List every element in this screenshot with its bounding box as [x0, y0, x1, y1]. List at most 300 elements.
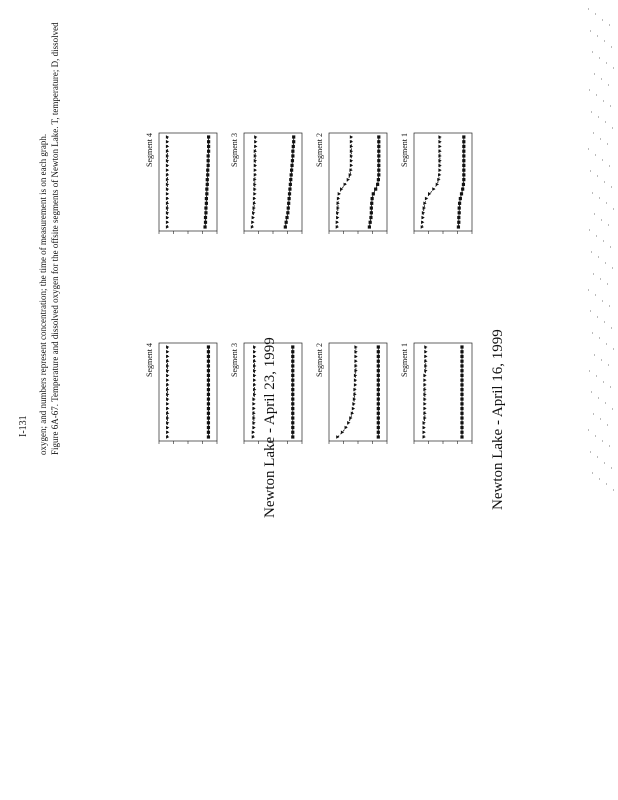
data-point-D [292, 135, 295, 138]
data-point-D [207, 350, 210, 353]
panel-label: Segment 2 [315, 343, 324, 377]
data-point-D [377, 140, 380, 143]
page-number: I-131 [18, 415, 29, 437]
scan-dot [593, 132, 594, 134]
data-point-D [288, 188, 291, 191]
data-point-D [457, 221, 460, 224]
data-point-D [459, 197, 462, 200]
data-point-D [377, 350, 380, 353]
scan-dot [597, 175, 598, 177]
data-point-D [207, 398, 210, 401]
data-point-D [288, 192, 291, 195]
series-line-T [337, 137, 351, 227]
data-point-D [290, 173, 293, 176]
data-point-D [207, 393, 210, 396]
scan-dot [588, 429, 589, 431]
panel-top-seg3 [230, 335, 312, 455]
scan-dot [592, 472, 593, 474]
panel-bottom-seg4 [145, 125, 227, 245]
scan-dot [610, 105, 611, 107]
scan-dot [596, 235, 597, 237]
scan-dot [592, 332, 593, 334]
scan-dot [596, 94, 597, 96]
scan-dot [604, 462, 605, 464]
scan-dot [588, 289, 589, 291]
data-point-D [207, 369, 210, 372]
scan-dot [589, 370, 590, 372]
scan-dot [591, 251, 592, 253]
scan-dot [603, 240, 604, 242]
data-point-D [291, 355, 294, 358]
chart-svg [145, 335, 227, 455]
data-point-D [377, 345, 380, 348]
scan-dot [594, 73, 595, 75]
data-point-D [368, 225, 371, 228]
scan-dot [598, 256, 599, 258]
data-point-D [207, 150, 210, 153]
data-point-D [377, 145, 380, 148]
scan-dot [607, 143, 608, 145]
scan-dot [602, 300, 603, 302]
data-point-D [291, 379, 294, 382]
data-point-D [204, 221, 207, 224]
scan-dot [594, 213, 595, 215]
panel-label: Segment 1 [400, 343, 409, 377]
scan-dot [600, 418, 601, 420]
data-point-T [347, 178, 350, 182]
data-point-D [462, 154, 465, 157]
scan-dot [601, 219, 602, 221]
scan-dot [601, 359, 602, 361]
data-point-D [291, 431, 294, 434]
data-point-D [377, 393, 380, 396]
data-point-D [287, 202, 290, 205]
scan-dot [611, 467, 612, 469]
chart-svg [230, 335, 312, 455]
data-point-D [207, 402, 210, 405]
data-point-D [291, 350, 294, 353]
scan-dot [598, 397, 599, 399]
data-point-D [204, 211, 207, 214]
data-point-D [460, 398, 463, 401]
data-point-D [292, 145, 295, 148]
scan-dot [592, 51, 593, 53]
scan-dot [607, 283, 608, 285]
data-point-D [205, 197, 208, 200]
data-point-D [206, 183, 209, 186]
data-point-D [460, 350, 463, 353]
data-point-D [377, 360, 380, 363]
data-point-D [285, 221, 288, 224]
data-point-D [204, 206, 207, 209]
scan-dot [588, 8, 589, 10]
data-point-D [460, 402, 463, 405]
data-point-D [457, 216, 460, 219]
data-point-D [291, 374, 294, 377]
scan-dot [609, 24, 610, 26]
data-point-D [207, 383, 210, 386]
scan-dot [601, 78, 602, 80]
chart-svg [400, 125, 482, 245]
scan-dot [591, 391, 592, 393]
data-point-D [460, 431, 463, 434]
data-point-D [458, 206, 461, 209]
data-point-D [291, 388, 294, 391]
data-point-D [460, 192, 463, 195]
scan-dot [590, 170, 591, 172]
panel-top-seg2 [315, 335, 397, 455]
scan-dot [588, 148, 589, 150]
series-line-T [422, 137, 440, 227]
data-point-D [462, 159, 465, 162]
scan-dot [610, 246, 611, 248]
data-point-D [460, 345, 463, 348]
scan-dot [607, 424, 608, 426]
title-bottom: Newton Lake - April 23, 1999 [262, 337, 278, 518]
scan-dot [589, 89, 590, 91]
data-point-D [207, 374, 210, 377]
data-point-T [350, 164, 353, 168]
scan-dot [602, 159, 603, 161]
data-point-D [287, 197, 290, 200]
scan-dot [605, 262, 606, 264]
data-point-D [206, 169, 209, 172]
data-point-D [291, 150, 294, 153]
scan-dot [613, 489, 614, 491]
scan-dot [599, 197, 600, 199]
data-point-D [458, 202, 461, 205]
data-point-D [460, 421, 463, 424]
scan-dot [608, 364, 609, 366]
scan-dot [602, 440, 603, 442]
data-point-D [377, 416, 380, 419]
data-point-T [423, 402, 426, 406]
data-point-D [369, 221, 372, 224]
data-point-T [421, 220, 424, 224]
data-point-D [377, 431, 380, 434]
scan-dot [603, 381, 604, 383]
panel-label: Segment 3 [230, 133, 239, 167]
scan-dot [606, 202, 607, 204]
scan-dot [611, 46, 612, 48]
data-point-D [369, 216, 372, 219]
data-point-T [425, 197, 428, 201]
data-point-D [287, 206, 290, 209]
panel-bottom-seg3 [230, 125, 312, 245]
scan-dot [612, 408, 613, 410]
chart-svg [230, 125, 312, 245]
data-point-D [286, 211, 289, 214]
data-point-D [207, 364, 210, 367]
data-point-D [291, 154, 294, 157]
scan-dot [600, 138, 601, 140]
data-point-D [458, 211, 461, 214]
scan-dot [604, 321, 605, 323]
scan-dot [608, 224, 609, 226]
panel-bottom-seg1 [400, 125, 482, 245]
scan-dot [597, 316, 598, 318]
scan-dot [599, 478, 600, 480]
data-point-D [291, 360, 294, 363]
scan-dot [611, 186, 612, 188]
data-point-D [377, 421, 380, 424]
scan-dot [606, 483, 607, 485]
data-point-D [462, 135, 465, 138]
data-point-D [377, 379, 380, 382]
data-point-D [377, 398, 380, 401]
data-point-D [206, 178, 209, 181]
data-point-T [350, 135, 353, 139]
scan-dot [610, 386, 611, 388]
scan-dot [591, 111, 592, 113]
scan-dot [592, 192, 593, 194]
data-point-D [291, 435, 294, 438]
data-point-T [253, 378, 256, 382]
data-point-D [460, 416, 463, 419]
data-point-D [292, 140, 295, 143]
scan-dot [595, 294, 596, 296]
data-point-D [290, 164, 293, 167]
data-point-D [377, 407, 380, 410]
scan-dot [613, 208, 614, 210]
scan-dot [608, 84, 609, 86]
data-point-D [371, 197, 374, 200]
scan-dot [599, 57, 600, 59]
data-point-D [457, 225, 460, 228]
scan-dot [609, 165, 610, 167]
scan-dot [595, 154, 596, 156]
data-point-D [374, 188, 377, 191]
data-point-D [460, 369, 463, 372]
data-point-D [207, 159, 210, 162]
data-point-D [377, 178, 380, 181]
data-point-D [291, 398, 294, 401]
data-point-T [432, 187, 435, 191]
scan-dot [590, 310, 591, 312]
data-point-D [207, 431, 210, 434]
data-point-D [460, 383, 463, 386]
data-point-D [377, 374, 380, 377]
data-point-D [462, 150, 465, 153]
data-point-T [423, 378, 426, 382]
data-point-T [438, 145, 441, 149]
data-point-D [291, 407, 294, 410]
data-point-D [207, 135, 210, 138]
scan-dot [612, 127, 613, 129]
data-point-D [377, 435, 380, 438]
scan-dot [590, 30, 591, 32]
scan-dot [606, 62, 607, 64]
data-point-D [460, 412, 463, 415]
scan-dot [612, 267, 613, 269]
panel-label: Segment 4 [145, 343, 154, 377]
data-point-D [291, 402, 294, 405]
data-point-D [205, 202, 208, 205]
data-point-D [370, 211, 373, 214]
data-point-T [166, 168, 169, 172]
data-point-D [376, 183, 379, 186]
data-point-D [377, 388, 380, 391]
data-point-D [462, 140, 465, 143]
data-point-D [462, 183, 465, 186]
data-point-D [207, 140, 210, 143]
panel-label: Segment 3 [230, 343, 239, 377]
scan-edge-marks [588, 0, 618, 800]
panel-top-seg4 [145, 335, 227, 455]
data-point-D [460, 407, 463, 410]
data-point-D [289, 183, 292, 186]
chart-svg [400, 335, 482, 455]
data-point-D [206, 173, 209, 176]
scan-dot [611, 327, 612, 329]
data-point-D [291, 393, 294, 396]
scan-dot [613, 67, 614, 69]
panel-label: Segment 2 [315, 133, 324, 167]
data-point-T [352, 407, 355, 411]
data-point-D [207, 412, 210, 415]
scan-dot [609, 445, 610, 447]
data-point-D [207, 164, 210, 167]
data-point-D [377, 154, 380, 157]
scan-dot [593, 413, 594, 415]
data-point-D [460, 379, 463, 382]
data-point-D [205, 192, 208, 195]
data-point-D [207, 345, 210, 348]
data-point-D [291, 426, 294, 429]
data-point-D [372, 192, 375, 195]
panel-label: Segment 1 [400, 133, 409, 167]
data-point-T [166, 378, 169, 382]
figure-caption-line1: Figure 6A-67. Temperature and dissolved oxygen for the offsite segments of Newton Lake. T, temperature; D, dissolved [50, 22, 60, 455]
data-point-D [285, 216, 288, 219]
data-point-D [207, 360, 210, 363]
chart-svg [145, 125, 227, 245]
data-point-D [205, 188, 208, 191]
data-point-D [207, 154, 210, 157]
scan-dot [606, 343, 607, 345]
scan-dot [595, 13, 596, 15]
scan-dot [613, 348, 614, 350]
data-point-D [291, 345, 294, 348]
scan-dot [593, 273, 594, 275]
data-point-D [207, 388, 210, 391]
data-point-T [252, 430, 255, 434]
chart-svg [315, 335, 397, 455]
data-point-D [207, 435, 210, 438]
data-point-D [377, 412, 380, 415]
scan-dot [602, 19, 603, 21]
data-point-D [377, 173, 380, 176]
scan-dot [590, 451, 591, 453]
data-point-T [345, 426, 348, 430]
data-point-T [347, 421, 350, 425]
data-point-D [207, 145, 210, 148]
data-point-D [207, 407, 210, 410]
scan-dot [604, 40, 605, 42]
scan-dot [597, 456, 598, 458]
data-point-D [462, 164, 465, 167]
data-point-D [377, 364, 380, 367]
scan-dot [604, 181, 605, 183]
data-point-D [377, 164, 380, 167]
data-point-D [462, 178, 465, 181]
data-point-T [336, 220, 339, 224]
data-point-D [291, 364, 294, 367]
data-point-T [166, 192, 169, 196]
scan-dot [599, 337, 600, 339]
data-point-D [203, 225, 206, 228]
data-point-D [291, 421, 294, 424]
scan-dot [595, 435, 596, 437]
data-point-D [207, 421, 210, 424]
data-point-D [460, 426, 463, 429]
scan-dot [603, 100, 604, 102]
data-point-T [251, 220, 254, 224]
data-point-D [291, 159, 294, 162]
data-point-D [207, 379, 210, 382]
data-point-D [460, 374, 463, 377]
data-point-D [460, 364, 463, 367]
data-point-D [460, 435, 463, 438]
panel-top-seg1 [400, 335, 482, 455]
data-point-D [370, 202, 373, 205]
data-point-D [461, 188, 464, 191]
data-point-D [377, 159, 380, 162]
data-point-T [166, 402, 169, 406]
data-point-T [252, 402, 255, 406]
data-point-D [377, 426, 380, 429]
scan-dot [589, 229, 590, 231]
data-point-D [377, 135, 380, 138]
data-point-D [377, 169, 380, 172]
data-point-T [436, 183, 439, 187]
data-point-D [207, 416, 210, 419]
scan-dot [594, 354, 595, 356]
data-point-D [377, 355, 380, 358]
data-point-D [291, 383, 294, 386]
data-point-D [207, 355, 210, 358]
scan-dot [605, 402, 606, 404]
data-point-D [290, 169, 293, 172]
data-point-D [291, 369, 294, 372]
scan-dot [597, 35, 598, 37]
scan-dot [605, 121, 606, 123]
data-point-D [289, 178, 292, 181]
series-line-T [338, 347, 356, 437]
data-point-D [462, 169, 465, 172]
scan-dot [596, 375, 597, 377]
data-point-D [284, 225, 287, 228]
panel-bottom-seg2 [315, 125, 397, 245]
data-point-D [377, 383, 380, 386]
scan-dot [598, 116, 599, 118]
data-point-T [254, 168, 257, 172]
data-point-D [291, 416, 294, 419]
panel-label: Segment 4 [145, 133, 154, 167]
data-point-D [462, 145, 465, 148]
data-point-D [460, 360, 463, 363]
data-point-D [377, 150, 380, 153]
scan-dot [600, 278, 601, 280]
data-point-D [291, 412, 294, 415]
data-point-T [344, 183, 347, 187]
data-point-D [460, 393, 463, 396]
data-point-D [377, 369, 380, 372]
data-point-D [460, 355, 463, 358]
data-point-T [354, 383, 357, 387]
data-point-D [370, 206, 373, 209]
figure-caption-line2: oxygen; and numbers represent concentration; the time of measurement is on each graph. [38, 133, 48, 455]
